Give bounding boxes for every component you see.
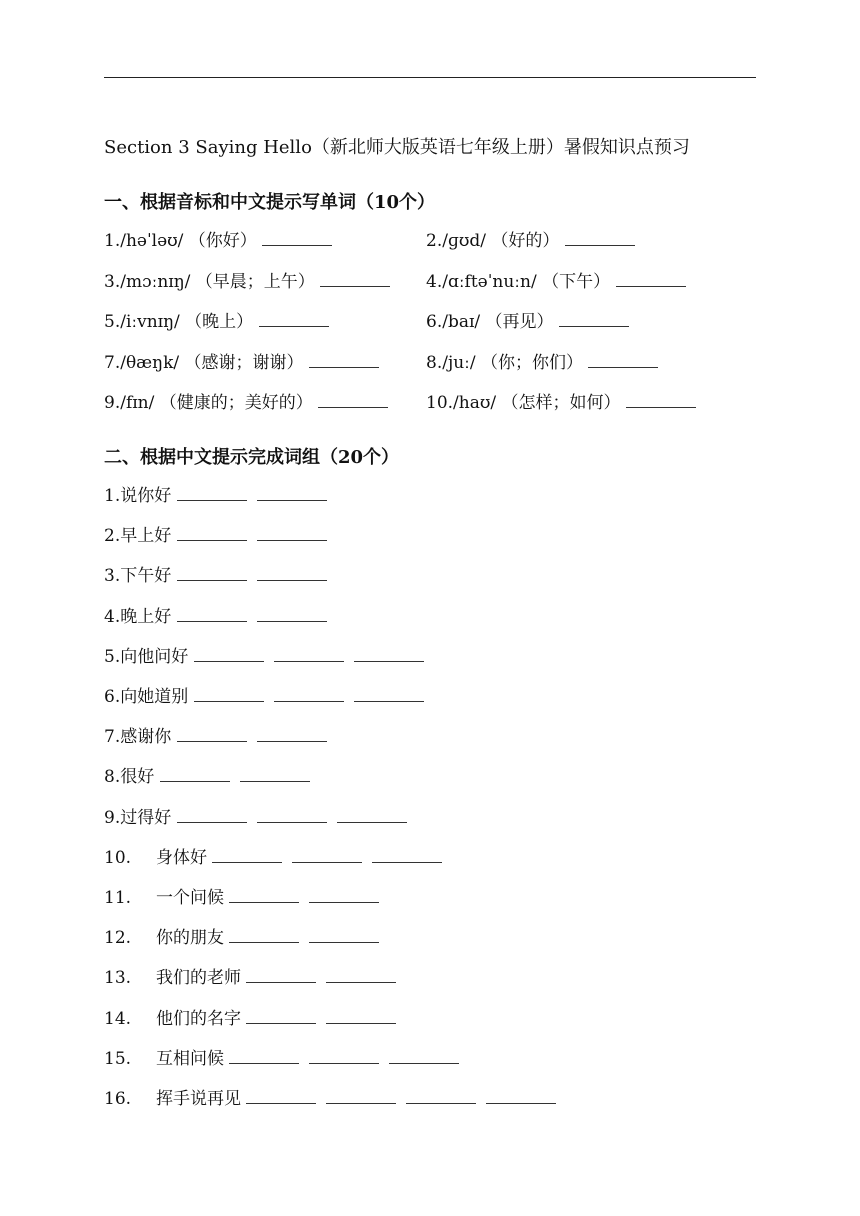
item-number: 12. [104, 928, 132, 949]
word-item [426, 309, 639, 335]
answer-blank[interactable] [246, 966, 316, 983]
answer-blank[interactable] [326, 966, 396, 983]
phrase-prompt: 互相问候 [156, 1048, 224, 1069]
phrase-prompt: 向她道别 [120, 687, 189, 707]
header-rule [104, 77, 756, 78]
word-prompt: 2./ɡʊd/ （好的） [426, 231, 560, 251]
word-item [104, 390, 398, 416]
answer-blank[interactable] [177, 605, 247, 622]
phrase-item [104, 1046, 469, 1072]
section2-heading: 二、根据中文提示完成词组（20个） [104, 447, 400, 468]
word-item [426, 269, 696, 295]
answer-blank[interactable] [318, 391, 388, 408]
answer-blank[interactable] [257, 524, 327, 541]
answer-blank[interactable] [259, 310, 329, 327]
phrase-prompt: 早上好 [120, 526, 172, 547]
phrase-prompt: 我们的老师 [156, 968, 241, 989]
answer-blank[interactable] [177, 564, 247, 581]
word-item [426, 228, 645, 254]
answer-blank[interactable] [177, 725, 247, 742]
phrase-item [104, 563, 337, 589]
item-number: 16. [104, 1089, 132, 1109]
phrase-prompt: 下午好 [120, 566, 172, 587]
answer-blank[interactable] [177, 524, 247, 541]
answer-blank[interactable] [588, 351, 658, 368]
answer-blank[interactable] [212, 846, 282, 863]
answer-blank[interactable] [337, 806, 407, 823]
item-number: 10. [104, 847, 132, 868]
item-number: 5. [104, 646, 121, 667]
phrase-prompt: 过得好 [120, 807, 172, 828]
item-number: 15. [104, 1048, 132, 1069]
word-prompt: 6./baɪ/ （再见） [426, 312, 554, 332]
word-prompt: 3./mɔːnɪŋ/ （早晨；上午） [104, 271, 315, 292]
word-prompt: 7./θæŋk/ （感谢；谢谢） [104, 352, 304, 373]
item-number: 7. [104, 727, 121, 748]
answer-blank[interactable] [177, 484, 247, 501]
phrase-item [104, 644, 434, 670]
item-number: 11. [104, 888, 132, 908]
phrase-item [104, 805, 417, 831]
phrase-prompt: 身体好 [156, 847, 207, 868]
phrase-item [104, 1006, 406, 1032]
document-title: Section 3 Saying Hello（新北师大版英语七年级上册）暑假知识点预习 [104, 137, 690, 158]
answer-blank[interactable] [292, 846, 362, 863]
answer-blank[interactable] [372, 846, 442, 863]
answer-blank[interactable] [194, 685, 264, 702]
answer-blank[interactable] [257, 725, 327, 742]
answer-blank[interactable] [246, 1087, 316, 1104]
phrase-prompt: 挥手说再见 [156, 1089, 241, 1109]
phrase-item [104, 885, 389, 911]
answer-blank[interactable] [326, 1007, 396, 1024]
section1-heading: 一、根据音标和中文提示写单词（10个） [104, 192, 436, 213]
phrase-prompt: 说你好 [120, 486, 172, 506]
answer-blank[interactable] [309, 926, 379, 943]
phrase-item [104, 604, 337, 630]
answer-blank[interactable] [257, 605, 327, 622]
answer-blank[interactable] [616, 270, 686, 287]
answer-blank[interactable] [194, 645, 264, 662]
item-number: 9. [104, 807, 121, 828]
answer-blank[interactable] [354, 645, 424, 662]
word-item [426, 390, 706, 416]
item-number: 8. [104, 767, 121, 788]
answer-blank[interactable] [486, 1087, 556, 1104]
answer-blank[interactable] [262, 229, 332, 246]
answer-blank[interactable] [240, 765, 310, 782]
word-prompt: 5./iːvnɪŋ/ （晚上） [104, 312, 254, 332]
phrase-item [104, 724, 337, 750]
answer-blank[interactable] [309, 1047, 379, 1064]
answer-blank[interactable] [257, 484, 327, 501]
phrase-prompt: 晚上好 [120, 606, 172, 627]
phrase-prompt: 你的朋友 [156, 928, 224, 949]
answer-blank[interactable] [389, 1047, 459, 1064]
phrase-item [104, 965, 406, 991]
phrase-item [104, 764, 320, 790]
answer-blank[interactable] [229, 1047, 299, 1064]
phrase-prompt: 他们的名字 [156, 1008, 241, 1029]
answer-blank[interactable] [565, 229, 635, 246]
answer-blank[interactable] [257, 806, 327, 823]
phrase-prompt: 很好 [120, 767, 155, 788]
answer-blank[interactable] [246, 1007, 316, 1024]
answer-blank[interactable] [257, 564, 327, 581]
answer-blank[interactable] [354, 685, 424, 702]
phrase-prompt: 感谢你 [120, 727, 172, 748]
answer-blank[interactable] [626, 391, 696, 408]
word-item [104, 350, 389, 376]
word-prompt: 4./ɑːftəˈnuːn/ （下午） [426, 271, 611, 292]
word-item [104, 228, 342, 254]
word-item [104, 309, 339, 335]
item-number: 14. [104, 1008, 132, 1029]
answer-blank[interactable] [229, 926, 299, 943]
answer-blank[interactable] [320, 270, 390, 287]
answer-blank[interactable] [274, 645, 344, 662]
item-number: 6. [104, 687, 121, 707]
answer-blank[interactable] [160, 765, 230, 782]
item-number: 3. [104, 566, 121, 587]
answer-blank[interactable] [177, 806, 247, 823]
word-item [426, 350, 668, 376]
item-number: 2. [104, 526, 121, 547]
phrase-item [104, 523, 337, 549]
answer-blank[interactable] [309, 886, 379, 903]
word-item [104, 269, 400, 295]
word-prompt: 8./juː/ （你；你们） [426, 352, 584, 373]
answer-blank[interactable] [274, 685, 344, 702]
word-prompt: 10./haʊ/ （怎样；如何） [426, 393, 621, 413]
phrase-prompt: 向他问好 [120, 646, 189, 667]
answer-blank[interactable] [559, 310, 629, 327]
phrase-item [104, 845, 452, 871]
item-number: 4. [104, 606, 121, 627]
item-number: 1. [104, 486, 121, 506]
word-prompt: 9./fɪn/ （健康的；美好的） [104, 393, 313, 413]
phrase-item [104, 925, 389, 951]
item-number: 13. [104, 968, 132, 989]
phrase-item [104, 1086, 566, 1112]
answer-blank[interactable] [326, 1087, 396, 1104]
answer-blank[interactable] [309, 351, 379, 368]
answer-blank[interactable] [406, 1087, 476, 1104]
phrase-prompt: 一个问候 [156, 888, 224, 908]
phrase-item [104, 483, 337, 509]
word-prompt: 1./həˈləʊ/ （你好） [104, 231, 257, 251]
answer-blank[interactable] [229, 886, 299, 903]
phrase-item [104, 684, 434, 710]
